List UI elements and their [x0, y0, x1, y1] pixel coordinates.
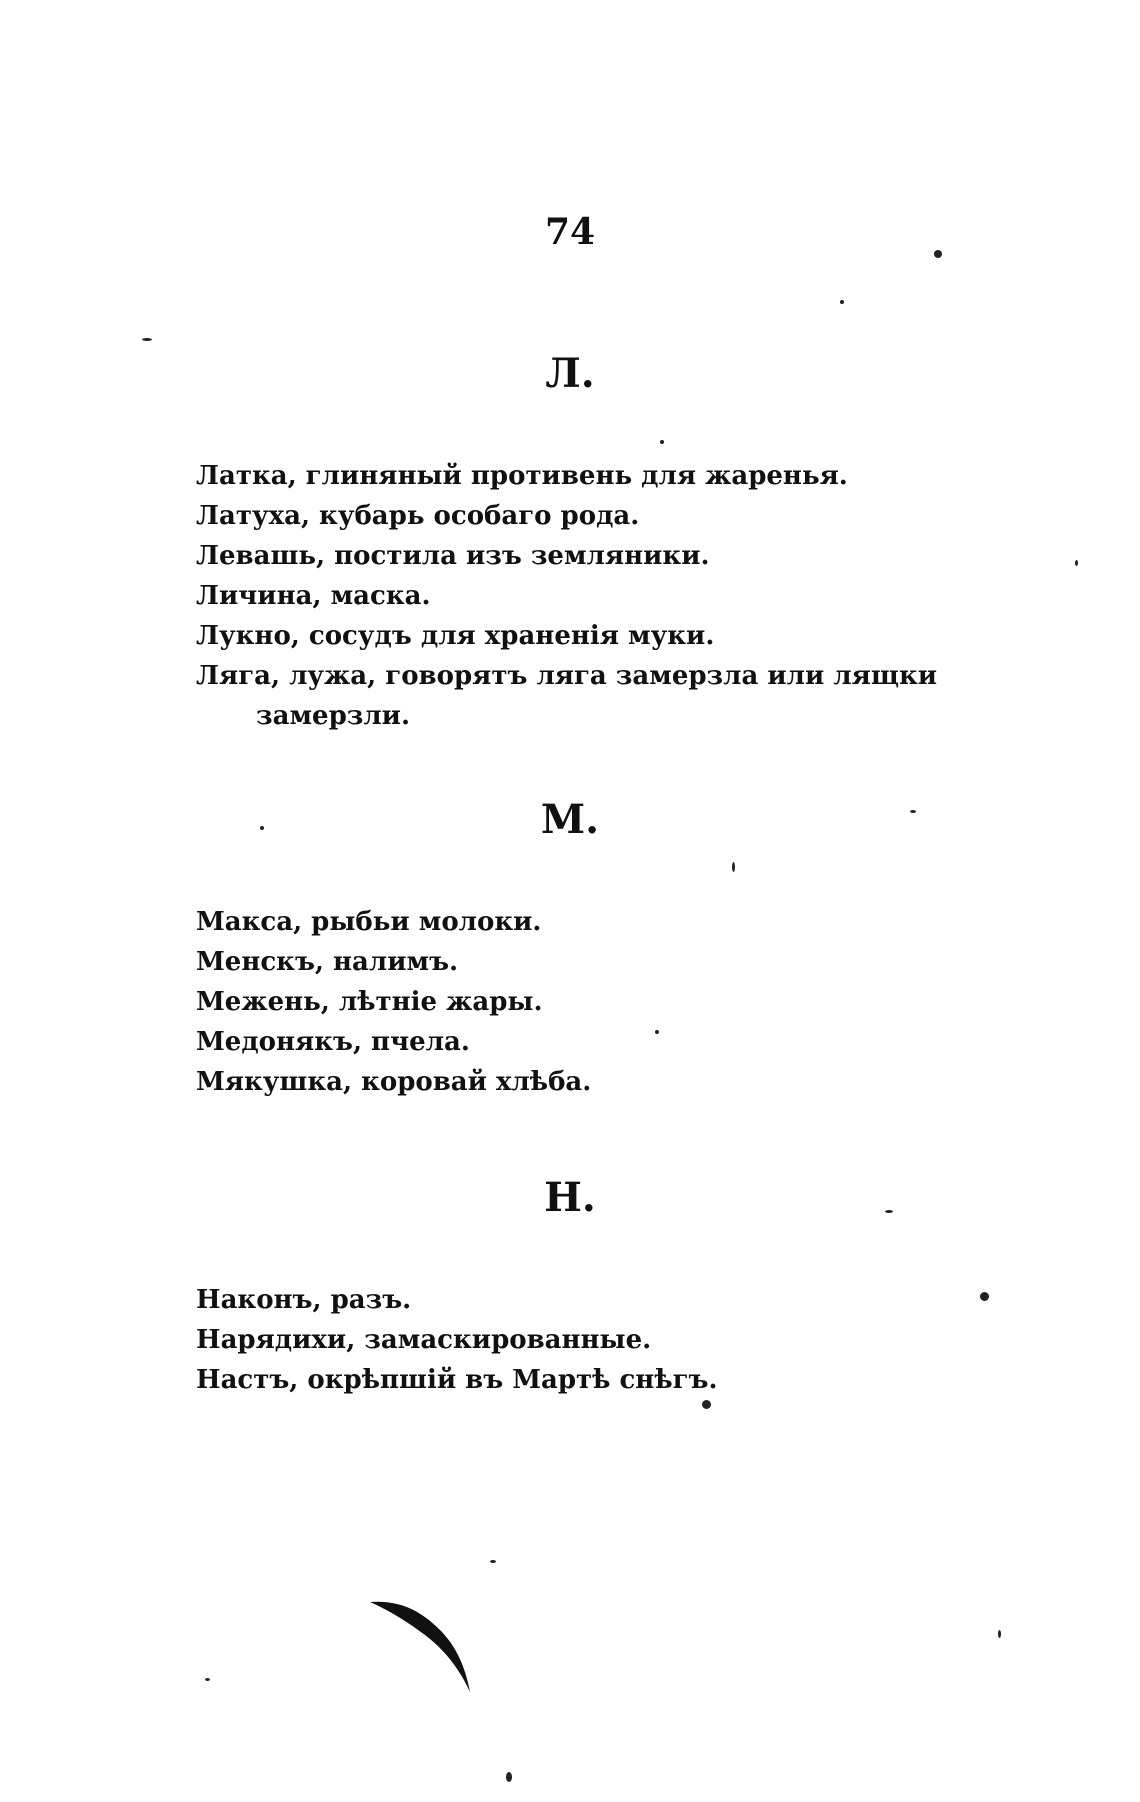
- entry-lyaga: Ляга, лужа, говорятъ ляга замерзла или лящки замерзли.: [196, 661, 938, 731]
- scan-speck: [260, 826, 264, 830]
- entry-naryadikhi: Нарядихи, замаскированные.: [196, 1325, 652, 1355]
- entry-mezhen: Межень, лѣтніе жары.: [196, 987, 543, 1017]
- scan-speck: [655, 1030, 659, 1034]
- scan-speck: [490, 1560, 496, 1563]
- scan-speck: [732, 862, 735, 872]
- scan-speck: [660, 440, 664, 444]
- scan-speck: [980, 1292, 989, 1301]
- scan-speck: [885, 1210, 893, 1213]
- scan-speck: [840, 300, 844, 304]
- scan-speck: [205, 1678, 210, 1681]
- scan-speck: [998, 1630, 1001, 1638]
- entry-medonyak: Медонякъ, пчела.: [196, 1027, 470, 1057]
- entry-mensk: Менскъ, налимъ.: [196, 947, 459, 977]
- entry-lukno: Лукно, сосудъ для храненія муки.: [196, 621, 715, 651]
- page-number: 74: [544, 211, 596, 253]
- section-entries-l: [196, 456, 976, 736]
- section-heading-n: Н.: [544, 1174, 596, 1221]
- scan-speck: [506, 1772, 512, 1782]
- entry-maksa: Макса, рыбьи молоки.: [196, 907, 542, 937]
- entry-latukha: Латуха, кубарь особаго рода.: [196, 501, 640, 531]
- scan-speck: [702, 1400, 711, 1409]
- section-heading-m: М.: [540, 796, 600, 843]
- entry-lichina: Личина, маска.: [196, 581, 431, 611]
- scan-speck: [910, 810, 916, 813]
- entry-latka: Латка, глиняный противень для жаренья.: [196, 461, 848, 491]
- section-entries-n: [196, 1280, 976, 1400]
- entry-levash: Левашь, постила изъ земляники.: [196, 541, 710, 571]
- section-heading-l: Л.: [545, 350, 595, 397]
- entry-myakushka: Мякушка, коровай хлѣба.: [196, 1067, 592, 1097]
- ink-smudge: [370, 1600, 490, 1700]
- scan-speck: [1075, 560, 1078, 566]
- scan-speck: [934, 250, 942, 258]
- scan-speck: [142, 338, 152, 341]
- entry-nakon: Наконъ, разъ.: [196, 1285, 412, 1315]
- entry-nast: Настъ, окрѣпшій въ Мартѣ снѣгъ.: [196, 1365, 718, 1395]
- section-entries-m: [196, 902, 976, 1102]
